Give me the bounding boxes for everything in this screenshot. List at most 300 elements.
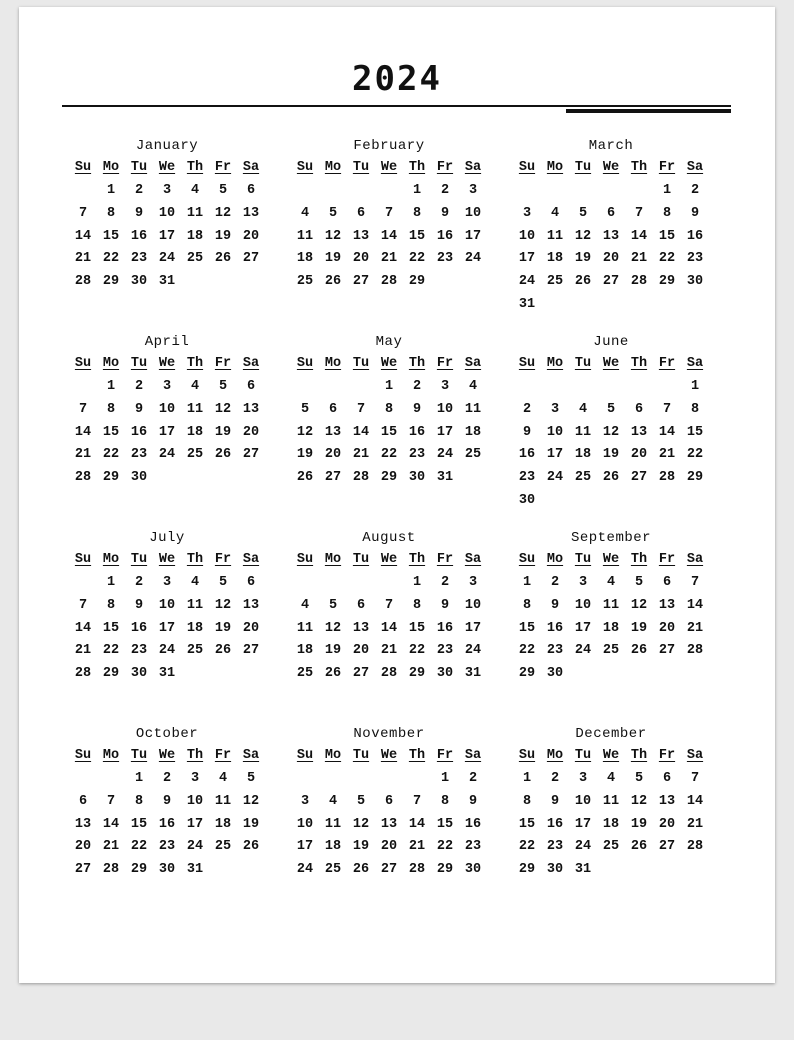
empty-cell [375, 180, 403, 203]
day-cell: 9 [440, 597, 450, 613]
weekday-header: Su [518, 356, 536, 371]
day-cell: 15 [518, 620, 536, 636]
day-cell: 18 [186, 620, 204, 636]
day-cell: 1 [440, 771, 450, 786]
empty-cell [347, 180, 375, 203]
day-cell: 17 [186, 816, 204, 832]
day-cell: 21 [630, 251, 648, 267]
weekday-header: Su [296, 160, 314, 175]
empty-cell [597, 376, 625, 399]
weekday-header: We [380, 552, 398, 567]
day-cell: 9 [550, 793, 560, 809]
day-cell: 1 [412, 183, 422, 198]
day-cell: 14 [686, 793, 704, 809]
day-cell: 28 [686, 643, 704, 659]
calendar-page [19, 7, 775, 983]
month-june [513, 331, 709, 527]
day-cell: 29 [380, 470, 398, 486]
empty-cell [403, 768, 431, 791]
weekday-header: Fr [658, 356, 676, 371]
weekday-header: Th [630, 160, 648, 175]
day-cell: 18 [186, 424, 204, 440]
day-cell: 29 [102, 666, 120, 682]
day-cell: 29 [436, 862, 454, 878]
day-cell: 13 [630, 424, 648, 440]
weekday-header: Su [518, 552, 536, 567]
day-cell: 21 [686, 620, 704, 636]
day-cell: 7 [384, 205, 394, 221]
day-cell: 28 [630, 274, 648, 290]
day-cell: 5 [634, 575, 644, 590]
day-cell: 1 [106, 379, 116, 394]
day-cell: 20 [242, 228, 260, 244]
weekday-header: Th [630, 356, 648, 371]
day-cell: 6 [78, 793, 88, 809]
empty-cell [625, 180, 653, 203]
month-name: July [149, 530, 185, 546]
day-cell: 10 [296, 816, 314, 832]
day-cell: 4 [218, 771, 228, 786]
day-cell: 2 [440, 575, 450, 590]
day-cell: 21 [74, 643, 92, 659]
day-cell: 30 [158, 862, 176, 878]
day-cell: 28 [352, 470, 370, 486]
weekday-header: Su [74, 552, 92, 567]
day-cell: 18 [464, 424, 482, 440]
day-cell: 11 [574, 424, 592, 440]
day-cell: 28 [74, 666, 92, 682]
empty-cell [69, 180, 97, 203]
empty-cell [291, 768, 319, 791]
day-cell: 4 [550, 205, 560, 221]
empty-cell [597, 180, 625, 203]
day-cell: 21 [380, 251, 398, 267]
day-cell: 21 [408, 839, 426, 855]
day-cell: 22 [102, 447, 120, 463]
day-cell: 28 [74, 274, 92, 290]
weekday-header: Fr [214, 748, 232, 763]
day-cell: 24 [574, 839, 592, 855]
day-cell: 18 [296, 643, 314, 659]
day-cell: 3 [468, 183, 478, 198]
day-cell: 3 [550, 401, 560, 417]
day-cell: 8 [522, 793, 532, 809]
weekday-header: Tu [130, 748, 148, 763]
day-cell: 14 [74, 228, 92, 244]
day-cell: 24 [464, 251, 482, 267]
day-cell: 12 [574, 228, 592, 244]
weekday-header: Sa [686, 356, 704, 371]
day-cell: 21 [74, 447, 92, 463]
weekday-header: Mo [324, 356, 342, 371]
day-cell: 12 [602, 424, 620, 440]
day-cell: 25 [574, 470, 592, 486]
day-cell: 16 [130, 620, 148, 636]
day-cell: 6 [246, 379, 256, 394]
day-cell: 26 [296, 470, 314, 486]
weekday-header: Fr [214, 160, 232, 175]
month-name: September [570, 530, 652, 546]
weekday-header: Mo [546, 748, 564, 763]
month-name: August [362, 530, 416, 546]
day-cell: 14 [74, 424, 92, 440]
day-cell: 20 [324, 447, 342, 463]
day-cell: 17 [546, 447, 564, 463]
empty-cell [69, 376, 97, 399]
weekday-header: Sa [242, 552, 260, 567]
weekday-header: Tu [574, 160, 592, 175]
day-cell: 6 [662, 575, 672, 590]
day-cell: 3 [162, 183, 172, 198]
month-days-grid [513, 157, 709, 317]
month-days-grid [291, 157, 487, 294]
day-cell: 15 [686, 424, 704, 440]
day-cell: 31 [518, 296, 536, 312]
weekday-header: Mo [546, 160, 564, 175]
day-cell: 26 [352, 862, 370, 878]
weekday-header: Mo [102, 356, 120, 371]
day-cell: 8 [106, 205, 116, 221]
weekday-header: We [380, 356, 398, 371]
day-cell: 1 [106, 183, 116, 198]
day-cell: 8 [440, 793, 450, 809]
day-cell: 12 [214, 401, 232, 417]
weekday-header: We [380, 160, 398, 175]
month-september [513, 527, 709, 723]
empty-cell [541, 180, 569, 203]
month-july [69, 527, 265, 723]
day-cell: 7 [384, 597, 394, 613]
weekday-header: Th [408, 748, 426, 763]
month-december [513, 723, 709, 903]
day-cell: 27 [352, 274, 370, 290]
day-cell: 19 [296, 447, 314, 463]
day-cell: 4 [468, 379, 478, 394]
day-cell: 15 [102, 228, 120, 244]
day-cell: 17 [296, 839, 314, 855]
day-cell: 22 [518, 643, 536, 659]
day-cell: 18 [602, 816, 620, 832]
day-cell: 19 [242, 816, 260, 832]
weekday-header: Fr [658, 748, 676, 763]
weekday-header: Tu [130, 160, 148, 175]
month-days-grid [69, 157, 265, 294]
empty-cell [347, 768, 375, 791]
day-cell: 25 [186, 251, 204, 267]
day-cell: 10 [436, 401, 454, 417]
empty-cell [625, 376, 653, 399]
day-cell: 30 [464, 862, 482, 878]
empty-cell [291, 376, 319, 399]
day-cell: 23 [518, 470, 536, 486]
day-cell: 22 [408, 643, 426, 659]
day-cell: 29 [686, 470, 704, 486]
day-cell: 7 [634, 205, 644, 221]
day-cell: 20 [242, 424, 260, 440]
weekday-header: Th [630, 748, 648, 763]
day-cell: 7 [78, 597, 88, 613]
day-cell: 5 [606, 401, 616, 417]
day-cell: 30 [408, 470, 426, 486]
day-cell: 24 [436, 447, 454, 463]
day-cell: 26 [214, 643, 232, 659]
day-cell: 27 [658, 839, 676, 855]
day-cell: 27 [242, 643, 260, 659]
month-days-grid [69, 353, 265, 490]
month-name: November [353, 726, 425, 742]
empty-cell [291, 572, 319, 595]
day-cell: 27 [630, 470, 648, 486]
day-cell: 29 [658, 274, 676, 290]
day-cell: 9 [134, 401, 144, 417]
day-cell: 6 [384, 793, 394, 809]
day-cell: 16 [408, 424, 426, 440]
empty-cell [513, 376, 541, 399]
day-cell: 20 [658, 620, 676, 636]
weekday-header: Sa [464, 748, 482, 763]
day-cell: 31 [436, 470, 454, 486]
weekday-header: Mo [102, 748, 120, 763]
day-cell: 9 [522, 424, 532, 440]
day-cell: 9 [162, 793, 172, 809]
day-cell: 5 [218, 379, 228, 394]
weekday-header: Mo [102, 552, 120, 567]
day-cell: 6 [606, 205, 616, 221]
day-cell: 4 [300, 597, 310, 613]
day-cell: 26 [324, 274, 342, 290]
day-cell: 19 [630, 620, 648, 636]
day-cell: 15 [518, 816, 536, 832]
day-cell: 19 [602, 447, 620, 463]
day-cell: 20 [602, 251, 620, 267]
month-april [69, 331, 265, 527]
day-cell: 8 [106, 597, 116, 613]
day-cell: 21 [380, 643, 398, 659]
day-cell: 17 [464, 620, 482, 636]
day-cell: 15 [130, 816, 148, 832]
weekday-header: Th [408, 552, 426, 567]
day-cell: 30 [518, 492, 536, 508]
day-cell: 5 [246, 771, 256, 786]
weekday-header: Mo [324, 160, 342, 175]
day-cell: 5 [218, 575, 228, 590]
weekday-header: We [380, 748, 398, 763]
day-cell: 10 [574, 793, 592, 809]
day-cell: 25 [186, 643, 204, 659]
weekday-header: Tu [352, 160, 370, 175]
day-cell: 12 [352, 816, 370, 832]
day-cell: 2 [440, 183, 450, 198]
day-cell: 13 [658, 793, 676, 809]
day-cell: 26 [242, 839, 260, 855]
day-cell: 22 [102, 251, 120, 267]
day-cell: 5 [218, 183, 228, 198]
day-cell: 24 [186, 839, 204, 855]
day-cell: 4 [190, 575, 200, 590]
day-cell: 13 [242, 205, 260, 221]
day-cell: 26 [602, 470, 620, 486]
day-cell: 19 [574, 251, 592, 267]
day-cell: 18 [546, 251, 564, 267]
day-cell: 6 [356, 205, 366, 221]
day-cell: 7 [356, 401, 366, 417]
day-cell: 12 [242, 793, 260, 809]
day-cell: 8 [412, 205, 422, 221]
month-days-grid [291, 353, 487, 490]
day-cell: 31 [464, 666, 482, 682]
day-cell: 25 [296, 666, 314, 682]
day-cell: 12 [630, 793, 648, 809]
day-cell: 20 [380, 839, 398, 855]
weekday-header: Sa [686, 160, 704, 175]
day-cell: 16 [546, 620, 564, 636]
day-cell: 5 [328, 597, 338, 613]
day-cell: 24 [518, 274, 536, 290]
day-cell: 27 [74, 862, 92, 878]
day-cell: 21 [74, 251, 92, 267]
day-cell: 7 [78, 401, 88, 417]
day-cell: 30 [546, 862, 564, 878]
day-cell: 17 [574, 816, 592, 832]
day-cell: 4 [190, 379, 200, 394]
day-cell: 17 [436, 424, 454, 440]
day-cell: 2 [522, 401, 532, 417]
day-cell: 27 [242, 447, 260, 463]
day-cell: 2 [690, 183, 700, 198]
day-cell: 11 [296, 620, 314, 636]
weekday-header: Su [518, 748, 536, 763]
day-cell: 2 [550, 575, 560, 590]
day-cell: 24 [296, 862, 314, 878]
day-cell: 9 [412, 401, 422, 417]
day-cell: 28 [102, 862, 120, 878]
day-cell: 5 [578, 205, 588, 221]
day-cell: 10 [574, 597, 592, 613]
day-cell: 14 [74, 620, 92, 636]
day-cell: 10 [158, 205, 176, 221]
weekday-header: Sa [686, 748, 704, 763]
day-cell: 16 [686, 228, 704, 244]
day-cell: 22 [436, 839, 454, 855]
weekday-header: Fr [658, 160, 676, 175]
day-cell: 29 [408, 666, 426, 682]
day-cell: 23 [686, 251, 704, 267]
empty-cell [319, 180, 347, 203]
day-cell: 8 [384, 401, 394, 417]
empty-cell [375, 572, 403, 595]
day-cell: 4 [606, 771, 616, 786]
day-cell: 12 [324, 620, 342, 636]
month-days-grid [513, 549, 709, 686]
day-cell: 16 [464, 816, 482, 832]
weekday-header: We [602, 552, 620, 567]
day-cell: 17 [158, 424, 176, 440]
day-cell: 19 [324, 643, 342, 659]
day-cell: 14 [380, 228, 398, 244]
day-cell: 28 [74, 470, 92, 486]
weekday-header: Fr [214, 356, 232, 371]
day-cell: 23 [408, 447, 426, 463]
day-cell: 27 [602, 274, 620, 290]
weekday-header: Tu [574, 748, 592, 763]
day-cell: 25 [464, 447, 482, 463]
day-cell: 27 [324, 470, 342, 486]
empty-cell [291, 180, 319, 203]
day-cell: 28 [686, 839, 704, 855]
day-cell: 17 [158, 620, 176, 636]
day-cell: 3 [440, 379, 450, 394]
day-cell: 16 [436, 228, 454, 244]
day-cell: 14 [380, 620, 398, 636]
day-cell: 2 [412, 379, 422, 394]
day-cell: 4 [328, 793, 338, 809]
weekday-header: We [158, 160, 176, 175]
day-cell: 12 [324, 228, 342, 244]
day-cell: 13 [352, 620, 370, 636]
month-november [291, 723, 487, 903]
weekday-header: Th [630, 552, 648, 567]
day-cell: 16 [158, 816, 176, 832]
day-cell: 1 [522, 575, 532, 590]
day-cell: 11 [324, 816, 342, 832]
day-cell: 15 [380, 424, 398, 440]
day-cell: 27 [380, 862, 398, 878]
day-cell: 7 [690, 771, 700, 786]
weekday-header: Fr [436, 356, 454, 371]
weekday-header: Fr [436, 748, 454, 763]
day-cell: 17 [574, 620, 592, 636]
day-cell: 3 [578, 575, 588, 590]
weekday-header: Mo [102, 160, 120, 175]
empty-cell [541, 376, 569, 399]
month-days-grid [513, 745, 709, 882]
day-cell: 11 [186, 597, 204, 613]
day-cell: 24 [158, 643, 176, 659]
day-cell: 8 [690, 401, 700, 417]
day-cell: 22 [380, 447, 398, 463]
day-cell: 26 [214, 447, 232, 463]
day-cell: 30 [436, 666, 454, 682]
weekday-header: Tu [130, 552, 148, 567]
day-cell: 24 [158, 447, 176, 463]
day-cell: 1 [662, 183, 672, 198]
day-cell: 22 [130, 839, 148, 855]
day-cell: 11 [296, 228, 314, 244]
day-cell: 29 [518, 666, 536, 682]
month-august [291, 527, 487, 723]
day-cell: 15 [658, 228, 676, 244]
day-cell: 9 [134, 597, 144, 613]
day-cell: 22 [408, 251, 426, 267]
month-name: October [135, 726, 199, 742]
day-cell: 25 [296, 274, 314, 290]
weekday-header: Mo [546, 356, 564, 371]
day-cell: 31 [158, 666, 176, 682]
day-cell: 21 [658, 447, 676, 463]
months-grid [69, 135, 709, 903]
day-cell: 6 [356, 597, 366, 613]
day-cell: 4 [578, 401, 588, 417]
day-cell: 25 [546, 274, 564, 290]
day-cell: 3 [300, 793, 310, 809]
weekday-header: Sa [242, 160, 260, 175]
day-cell: 13 [242, 401, 260, 417]
day-cell: 29 [408, 274, 426, 290]
day-cell: 17 [518, 251, 536, 267]
day-cell: 22 [686, 447, 704, 463]
day-cell: 19 [630, 816, 648, 832]
day-cell: 7 [78, 205, 88, 221]
